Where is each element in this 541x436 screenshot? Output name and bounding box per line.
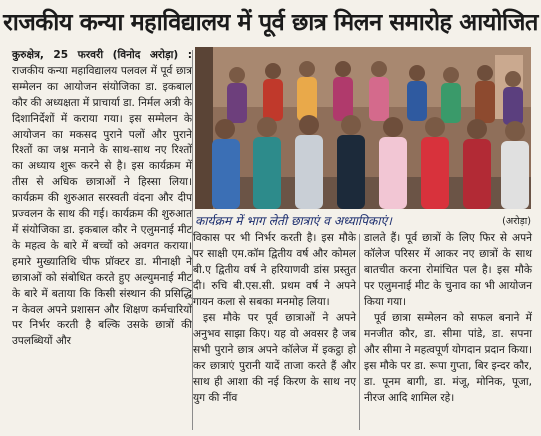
- article-paragraph: पूर्व छात्रा सम्मेलन को सफल बनाने में मनजीत कौर, डा. सीमा पांडे, डा. सपना और सीमा ने महत्वपूर्ण योगदान प्रदान किया। इस मौके पर डा. रूपा गुप्ता, बिर इन्दर कौर, डा. पूनम बागी, डा. मंजू, मोनिक, पूजा, नीरज आदि शामिल रहे।: [364, 312, 532, 404]
- article-column-1: [12, 48, 192, 350]
- photo-caption: कार्यक्रम में भाग लेती छात्राएं व अध्यापिकाएं।: [195, 214, 392, 228]
- photo-credit: (अरोड़ा): [502, 216, 531, 227]
- article-column-3: [364, 230, 532, 406]
- article-paragraph: डालते हैं। पूर्व छात्रों के लिए फिर से अपने कॉलेज परिसर में आकर नए छात्रों के साथ बातचीत करना रोमांचित पल है। इस मौके पर एलुमनाई मीट के चुनाव का भी आयोजन किया गया।: [364, 232, 532, 308]
- column-divider: [359, 234, 360, 430]
- event-photo: [195, 47, 531, 209]
- article-paragraph: विकास पर भी निर्भर करती है। इस मौके पर साक्षी एम.कॉम द्वितीय वर्ष और कोमल बी.ए द्वितीय वर्ष ने हरियाणवी डांस प्रस्तुत दी। रुचि बी.एस.सी. प्रथम वर्ष ने अपने गायन कला से सबका मनमोह लिया।: [193, 232, 356, 308]
- article-paragraph: इस मौके पर पूर्व छात्राओं ने अपने अनुभव साझा किए। यह वो अवसर है जब सभी पुराने छात्र अपने कॉलेज में इकट्ठा हो कर छात्राएं पुरानी यादें ताजा करते हैं और साथ ही आशा की नई किरण के साथ नए युग की नींव: [193, 312, 356, 404]
- article-column-2: [193, 230, 356, 406]
- article-paragraph: कुरुक्षेत्र, 25 फरवरी (विनोद अरोड़ा) : राजकीय कन्या महाविद्यालय पलवल में पूर्व छात्र सम्मेलन का आयोजन संयोजिका डा. इकबाल कौर की अध्यक्षता में प्राचार्या डा. निर्मल अत्री के दिशानिर्देशों में कराया गया। इस सम्मेलन के आयोजन का मकसद पुराने पलों और पुराने रिश्तों का जश्न मनाने के साथ-साथ नए रिश्तों का अध्याय शुरू करने से है। इस कार्यक्रम में तीस से अधिक छात्राओं ने हिस्सा लिया। कार्यक्रम की शुरुआत सरस्वती वंदना और दीप प्रज्वलन के साथ की गई। कार्यक्रम की शुरुआत में संयोजिका डा. इकबाल कौर ने एलुमनाई मीट के महत्व के बारे में बच्चों को अवगत कराया। हमारे मुख्यातिथि चीफ प्रॉक्टर डा. मीनाक्षी ने छात्राओं को संबोधित करते हुए अल्युमनाई मीट के बारे में बताया कि किसी संस्थान की प्रसिद्धि न केवल अपने प्रशासन और शिक्षण कर्मचारियों पर निर्भर करती है बल्कि उसके छात्रों की उपलब्धियों और: [12, 49, 192, 348]
- group-photo-illustration: [195, 47, 531, 209]
- headline: राजकीय कन्या महाविद्यालय में पूर्व छात्र मिलन समारोह आयोजित: [3, 8, 538, 36]
- dateline: कुरुक्षेत्र, 25 फरवरी (विनोद अरोड़ा) :: [12, 49, 192, 61]
